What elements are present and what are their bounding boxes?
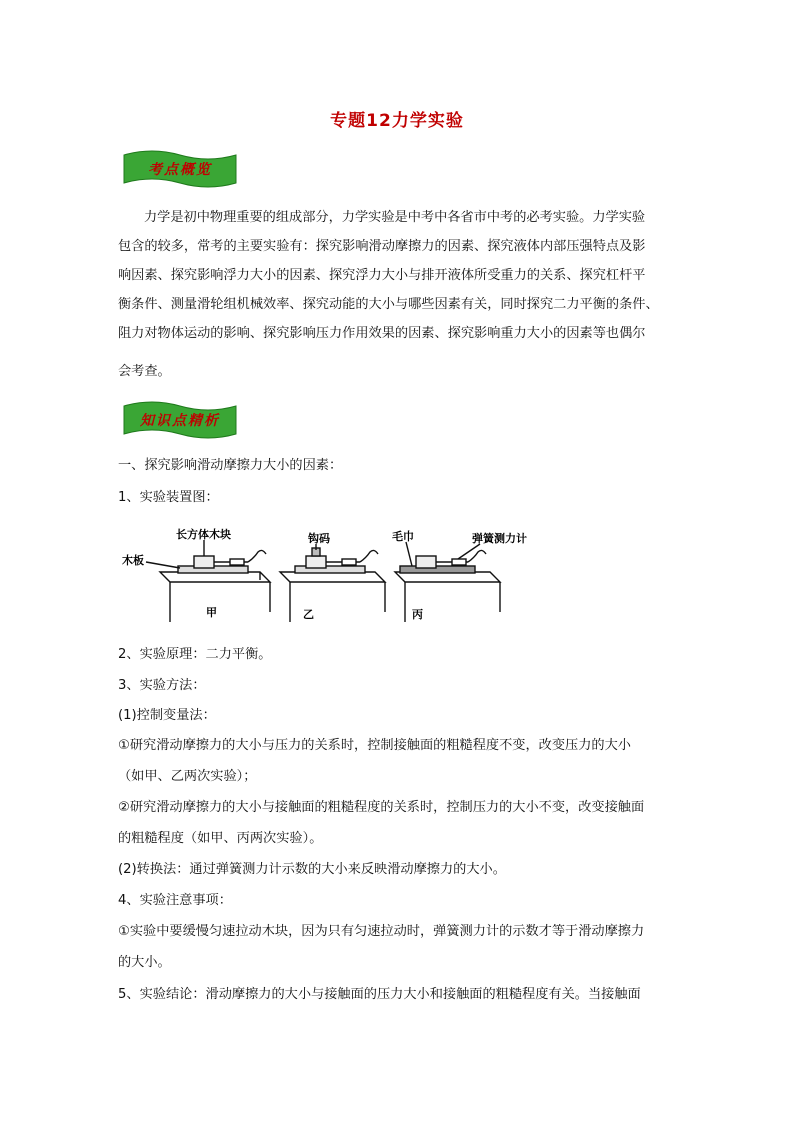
list-item: 的粗糙程度（如甲、丙两次实验）。 bbox=[118, 831, 323, 846]
banner-label: 考点概览 bbox=[148, 162, 212, 178]
label-weight: 钩码 bbox=[308, 532, 330, 545]
list-item: 1、实验装置图： bbox=[118, 490, 219, 505]
page-title: 专题12力学实验 bbox=[330, 111, 464, 131]
intro-line: 响因素、探究影响浮力大小的因素、探究浮力大小与排开液体所受重力的关系、探究杠杆平 bbox=[118, 268, 646, 283]
intro-line: 会考查。 bbox=[118, 364, 171, 379]
intro-line: 阻力对物体运动的影响、探究影响压力作用效果的因素、探究影响重力大小的因素等也偶尔 bbox=[118, 326, 646, 341]
list-item: ①实验中要缓慢匀速拉动木块，因为只有匀速拉动时，弹簧测力计的示数才等于滑动摩擦力 bbox=[118, 924, 645, 939]
label-block: 长方体木块 bbox=[176, 528, 231, 541]
label-c: 丙 bbox=[412, 608, 423, 621]
list-item: (1)控制变量法： bbox=[118, 708, 216, 723]
intro-line: 力学是初中物理重要的组成部分，力学实验是中考中各省市中考的必考实验。力学实验 bbox=[144, 210, 646, 225]
section-banner-knowledge bbox=[122, 398, 238, 442]
experiment-apparatus-figure bbox=[120, 522, 540, 627]
list-item: 5、实验结论：滑动摩擦力的大小与接触面的压力大小和接触面的粗糙程度有关。当接触面 bbox=[118, 987, 641, 1002]
intro-line: 包含的较多，常考的主要实验有：探究影响滑动摩擦力的因素、探究液体内部压强特点及影 bbox=[118, 239, 646, 254]
list-item: 2、实验原理：二力平衡。 bbox=[118, 647, 272, 662]
list-item: (2)转换法：通过弹簧测力计示数的大小来反映滑动摩擦力的大小。 bbox=[118, 862, 506, 877]
list-item: 3、实验方法： bbox=[118, 678, 206, 693]
list-item: ①研究滑动摩擦力的大小与压力的关系时，控制接触面的粗糙程度不变，改变压力的大小 bbox=[118, 738, 631, 753]
label-a: 甲 bbox=[206, 606, 217, 619]
label-board: 木板 bbox=[122, 554, 144, 567]
label-b: 乙 bbox=[303, 608, 314, 621]
list-item: ②研究滑动摩擦力的大小与接触面的粗糙程度的关系时，控制压力的大小不变，改变接触面 bbox=[118, 800, 645, 815]
list-item: 的大小。 bbox=[118, 955, 171, 970]
list-item: 4、实验注意事项： bbox=[118, 893, 232, 908]
section-heading: 一、探究影响滑动摩擦力大小的因素： bbox=[118, 458, 343, 473]
banner-label: 知识点精析 bbox=[140, 413, 220, 429]
label-towel: 毛巾 bbox=[392, 530, 414, 543]
list-item: （如甲、乙两次实验）； bbox=[118, 769, 257, 784]
label-meter: 弹簧测力计 bbox=[472, 532, 527, 545]
intro-line: 衡条件、测量滑轮组机械效率、探究动能的大小与哪些因素有关，同时探究二力平衡的条件、 bbox=[118, 297, 659, 312]
section-banner-overview bbox=[122, 147, 238, 191]
